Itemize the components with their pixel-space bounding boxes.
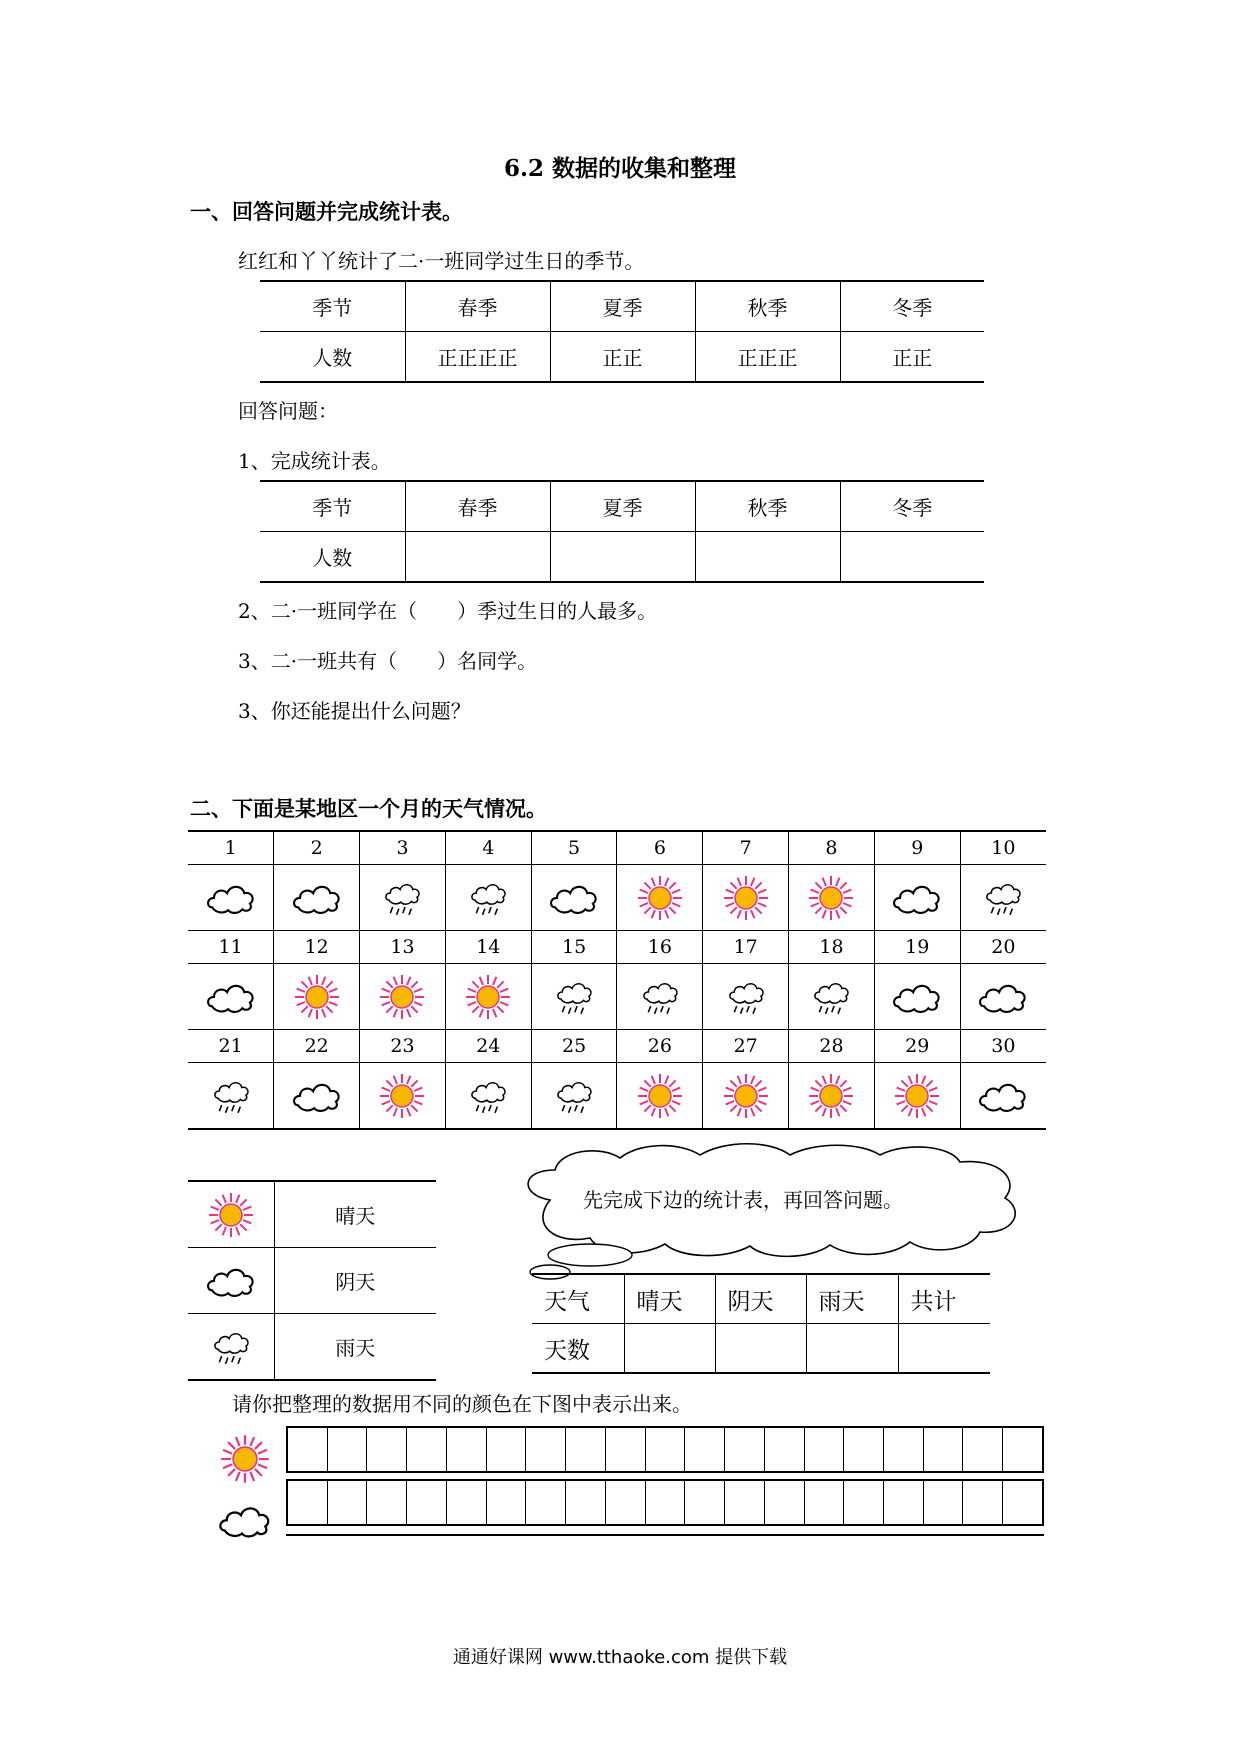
legend-label: 晴天 xyxy=(335,1204,376,1228)
sun-icon xyxy=(360,972,445,1022)
bar-row-sunny[interactable] xyxy=(286,1426,1044,1473)
cloud-icon xyxy=(961,978,1046,1016)
question-3: 3、二·一班共有（ ）名同学。 xyxy=(238,649,538,673)
bar-cell[interactable] xyxy=(327,1481,367,1524)
calendar-weather-cell xyxy=(360,865,446,931)
bar-cell[interactable] xyxy=(605,1481,645,1524)
rain-cloud-icon xyxy=(446,879,531,916)
tally-header-cell: 春季 xyxy=(405,281,550,332)
rain-cloud-icon xyxy=(961,879,1046,916)
section-1-heading: 一、回答问题并完成统计表。 xyxy=(190,199,463,224)
sun-icon xyxy=(789,873,874,923)
bar-cell[interactable] xyxy=(327,1428,367,1471)
sun-icon xyxy=(617,1071,702,1121)
stats-input-cell[interactable] xyxy=(715,1324,806,1374)
calendar-weather-cell xyxy=(188,1063,274,1130)
count-header-cell: 夏季 xyxy=(550,481,695,532)
calendar-weather-cell xyxy=(789,1063,875,1130)
calendar-day-number: 2 xyxy=(274,831,360,865)
bar-cell[interactable] xyxy=(288,1481,327,1524)
stats-row-label: 天数 xyxy=(532,1324,624,1374)
calendar-weather-cell xyxy=(531,1063,617,1130)
count-header-cell: 春季 xyxy=(405,481,550,532)
calendar-day-number: 14 xyxy=(445,931,531,964)
stats-input-cell[interactable] xyxy=(898,1324,990,1374)
sun-icon xyxy=(617,873,702,923)
calendar-weather-cell xyxy=(188,865,274,931)
rain-cloud-icon xyxy=(188,1077,273,1114)
cloud-icon xyxy=(216,1500,274,1541)
bar-cell[interactable] xyxy=(923,1428,963,1471)
section-2-heading: 二、下面是某地区一个月的天气情况。 xyxy=(190,796,547,821)
tally-table xyxy=(260,280,984,383)
bar-cell[interactable] xyxy=(962,1428,1002,1471)
sun-icon xyxy=(446,972,531,1022)
legend-label: 阴天 xyxy=(274,1248,436,1314)
calendar-weather-cell xyxy=(445,865,531,931)
color-instruction: 请你把整理的数据用不同的颜色在下图中表示出来。 xyxy=(232,1392,692,1416)
legend-icon-cell xyxy=(188,1314,274,1381)
bar-cell[interactable] xyxy=(605,1428,645,1471)
bar-row-sun-icon-wrap xyxy=(218,1432,272,1486)
legend-icon-cell xyxy=(188,1248,274,1314)
rain-cloud-icon xyxy=(617,978,702,1015)
cloud-icon xyxy=(188,978,273,1016)
tally-cell: 人数 xyxy=(260,332,405,383)
calendar-day-number: 6 xyxy=(617,831,703,865)
bar-cell[interactable] xyxy=(883,1428,923,1471)
bar-grid xyxy=(286,1426,1044,1536)
tally-cell: 正正正正 xyxy=(405,332,550,383)
bar-cell[interactable] xyxy=(843,1428,883,1471)
bar-cell[interactable] xyxy=(366,1428,406,1471)
cloud-icon xyxy=(274,1077,359,1115)
count-header-cell: 季节 xyxy=(312,496,353,520)
calendar-day-number: 16 xyxy=(617,931,703,964)
tally-header-cell: 夏季 xyxy=(550,281,695,332)
sun-icon xyxy=(875,1071,960,1121)
calendar-day-number: 28 xyxy=(789,1030,875,1063)
calendar-day-number: 24 xyxy=(445,1030,531,1063)
sun-icon xyxy=(703,1071,788,1121)
calendar-day-number: 27 xyxy=(703,1030,789,1063)
calendar-day-number: 13 xyxy=(360,931,446,964)
bar-cell[interactable] xyxy=(724,1481,764,1524)
stats-input-cell[interactable] xyxy=(624,1324,715,1374)
calendar-day-number: 3 xyxy=(360,831,446,865)
calendar-day-number: 11 xyxy=(188,931,274,964)
bar-row-rainy-line xyxy=(286,1534,1044,1536)
bar-cell[interactable] xyxy=(1002,1428,1042,1471)
calendar-weather-cell xyxy=(188,964,274,1030)
bar-cell[interactable] xyxy=(764,1428,804,1471)
calendar-day-number: 22 xyxy=(274,1030,360,1063)
bar-cell[interactable] xyxy=(565,1481,605,1524)
cloud-icon xyxy=(532,879,617,917)
calendar-weather-cell xyxy=(617,964,703,1030)
calendar-day-number: 12 xyxy=(274,931,360,964)
calendar-day-number: 5 xyxy=(531,831,617,865)
sun-icon xyxy=(188,1190,274,1240)
bar-cell[interactable] xyxy=(565,1428,605,1471)
stats-header-cell: 雨天 xyxy=(806,1274,898,1324)
stats-header-cell: 天气 xyxy=(544,1288,590,1315)
bar-cell[interactable] xyxy=(883,1481,923,1524)
bar-cell[interactable] xyxy=(724,1428,764,1471)
bar-cell[interactable] xyxy=(366,1481,406,1524)
calendar-weather-cell xyxy=(445,1063,531,1130)
calendar-day-number: 26 xyxy=(617,1030,703,1063)
calendar-weather-cell xyxy=(960,964,1046,1030)
calendar-weather-cell xyxy=(960,865,1046,931)
calendar-day-number: 10 xyxy=(960,831,1046,865)
bar-cell[interactable] xyxy=(684,1428,724,1471)
legend-icon-cell xyxy=(188,1181,274,1248)
calendar-weather-cell xyxy=(274,865,360,931)
count-input-cell[interactable] xyxy=(405,532,550,583)
bar-row-cloud-icon-wrap xyxy=(216,1500,274,1541)
tally-header-cell: 秋季 xyxy=(695,281,840,332)
calendar-weather-cell xyxy=(703,1063,789,1130)
question-1: 1、完成统计表。 xyxy=(238,449,391,473)
calendar-weather-cell xyxy=(960,1063,1046,1130)
bar-cell[interactable] xyxy=(962,1481,1002,1524)
sun-icon xyxy=(218,1432,272,1486)
calendar-day-number: 4 xyxy=(445,831,531,865)
sun-icon xyxy=(274,972,359,1022)
cloud-icon xyxy=(875,879,960,917)
bar-cell[interactable] xyxy=(525,1481,565,1524)
bar-cell[interactable] xyxy=(446,1481,486,1524)
calendar-weather-cell xyxy=(360,1063,446,1130)
calendar-day-number: 25 xyxy=(531,1030,617,1063)
section-1-intro: 红红和丫丫统计了二·一班同学过生日的季节。 xyxy=(238,249,645,273)
bar-cell[interactable] xyxy=(525,1428,565,1471)
tally-header-cell: 季节 xyxy=(312,296,353,320)
thought-bubble xyxy=(510,1140,1030,1290)
sun-icon xyxy=(703,873,788,923)
calendar-day-number: 29 xyxy=(874,1030,960,1063)
cloud-icon xyxy=(961,1077,1046,1115)
bar-cell[interactable] xyxy=(406,1481,446,1524)
rain-cloud-icon xyxy=(532,978,617,1015)
rain-cloud-icon xyxy=(188,1328,274,1365)
count-header-cell: 冬季 xyxy=(840,481,984,532)
question-2: 2、二·一班同学在（ ）季过生日的人最多。 xyxy=(238,599,658,623)
bar-cell[interactable] xyxy=(288,1428,327,1471)
answer-label: 回答问题： xyxy=(238,399,338,423)
weather-stats-table xyxy=(532,1273,990,1374)
bar-cell[interactable] xyxy=(764,1481,804,1524)
calendar-day-number: 19 xyxy=(874,931,960,964)
rain-cloud-icon xyxy=(532,1077,617,1114)
count-row-label: 人数 xyxy=(260,532,405,583)
calendar-weather-cell xyxy=(789,964,875,1030)
calendar-weather-cell xyxy=(617,1063,703,1130)
bar-cell[interactable] xyxy=(804,1481,844,1524)
tally-cell: 正正 xyxy=(550,332,695,383)
rain-cloud-icon xyxy=(446,1077,531,1114)
sun-icon xyxy=(360,1071,445,1121)
count-input-cell[interactable] xyxy=(695,532,840,583)
tally-cell: 正正正 xyxy=(695,332,840,383)
calendar-day-number: 23 xyxy=(360,1030,446,1063)
cloud-icon xyxy=(875,978,960,1016)
stats-header-cell: 阴天 xyxy=(715,1274,806,1324)
rain-cloud-icon xyxy=(360,879,445,916)
bubble-text: 先完成下边的统计表，再回答问题。 xyxy=(583,1188,903,1212)
calendar-day-number: 9 xyxy=(874,831,960,865)
calendar-weather-cell xyxy=(874,1063,960,1130)
bar-cell[interactable] xyxy=(923,1481,963,1524)
bar-cell[interactable] xyxy=(645,1428,685,1471)
sun-icon xyxy=(789,1071,874,1121)
count-header-cell: 秋季 xyxy=(695,481,840,532)
rain-cloud-icon xyxy=(789,978,874,1015)
calendar-day-number: 17 xyxy=(703,931,789,964)
calendar-day-number: 1 xyxy=(224,837,237,859)
bar-cell[interactable] xyxy=(684,1481,724,1524)
bar-cell[interactable] xyxy=(406,1428,446,1471)
bar-cell[interactable] xyxy=(486,1481,526,1524)
bar-row-cloudy[interactable] xyxy=(286,1479,1044,1526)
calendar-day-number: 30 xyxy=(960,1030,1046,1063)
calendar-weather-cell xyxy=(274,964,360,1030)
calendar-day-number: 15 xyxy=(531,931,617,964)
bar-cell[interactable] xyxy=(645,1481,685,1524)
weather-legend xyxy=(188,1180,436,1381)
calendar-weather-cell xyxy=(360,964,446,1030)
calendar-day-number: 21 xyxy=(188,1030,274,1063)
calendar-weather-cell xyxy=(531,865,617,931)
calendar-weather-cell xyxy=(445,964,531,1030)
bar-cell[interactable] xyxy=(1002,1481,1042,1524)
stats-header-cell: 晴天 xyxy=(624,1274,715,1324)
legend-label: 雨天 xyxy=(274,1314,436,1381)
calendar-weather-cell xyxy=(874,865,960,931)
blank-count-table xyxy=(260,480,984,583)
calendar-day-number: 8 xyxy=(789,831,875,865)
calendar-weather-cell xyxy=(874,964,960,1030)
calendar-weather-cell xyxy=(703,964,789,1030)
stats-input-cell[interactable] xyxy=(806,1324,898,1374)
cloud-icon xyxy=(274,879,359,917)
footer: 通通好课网 www.tthaoke.com 提供下载 xyxy=(452,1647,788,1668)
question-4: 3、你还能提出什么问题？ xyxy=(238,699,471,723)
calendar-day-number: 20 xyxy=(960,931,1046,964)
calendar-weather-cell xyxy=(274,1063,360,1130)
cloud-icon xyxy=(188,1262,274,1300)
count-input-cell[interactable] xyxy=(840,532,984,583)
calendar-day-number: 7 xyxy=(703,831,789,865)
page-title: 6.2 数据的收集和整理 xyxy=(503,155,737,182)
bar-cell[interactable] xyxy=(804,1428,844,1471)
tally-cell: 正正 xyxy=(840,332,984,383)
rain-cloud-icon xyxy=(703,978,788,1015)
calendar-day-number: 18 xyxy=(789,931,875,964)
bar-cell[interactable] xyxy=(843,1481,883,1524)
count-input-cell[interactable] xyxy=(550,532,695,583)
bar-cell[interactable] xyxy=(446,1428,486,1471)
calendar-weather-cell xyxy=(789,865,875,931)
calendar-weather-cell xyxy=(703,865,789,931)
calendar-weather-cell xyxy=(617,865,703,931)
stats-header-cell: 共计 xyxy=(898,1274,990,1324)
tally-header-cell: 冬季 xyxy=(840,281,984,332)
bar-cell[interactable] xyxy=(486,1428,526,1471)
calendar-weather-cell xyxy=(531,964,617,1030)
cloud-icon xyxy=(188,879,273,917)
weather-calendar xyxy=(188,830,1046,1130)
